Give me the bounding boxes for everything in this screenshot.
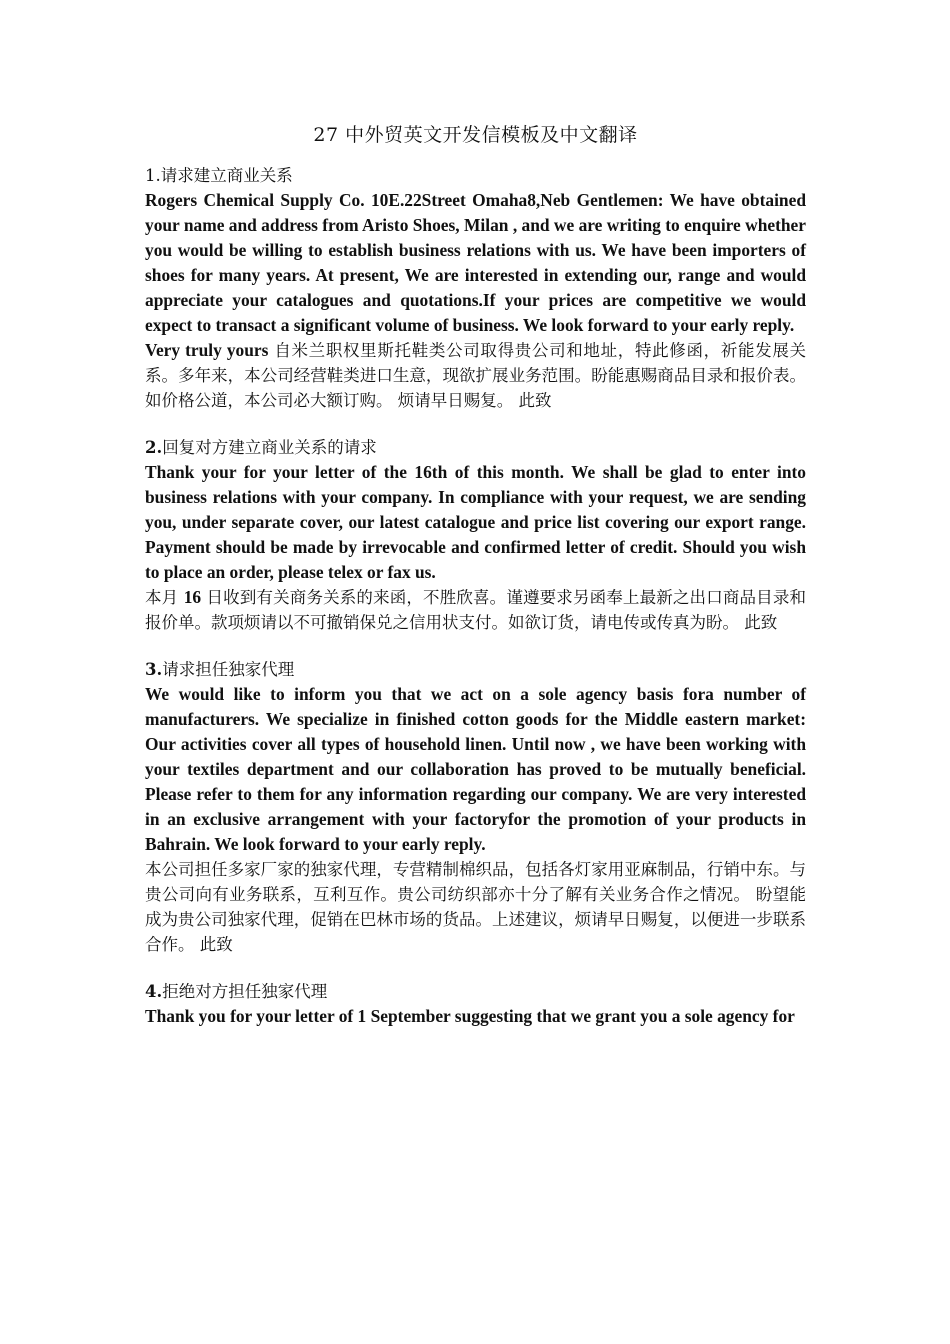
- section-number: 2.: [145, 438, 163, 457]
- document-page: [145, 120, 806, 1051]
- english-paragraph: Thank you for your letter of 1 September suggesting that we grant you a sole agency for: [145, 1006, 795, 1026]
- chinese-prefix: 本月: [145, 588, 184, 607]
- section-1: [145, 163, 806, 413]
- chinese-translation: 日收到有关商务关系的来函，不胜欣喜。谨遵要求另函奉上最新之出口商品目录和报价单。款项烦请以不可撤销保兑之信用状支付。如欲订货，请电传或传真为盼。 此致: [145, 588, 806, 632]
- english-paragraph: Rogers Chemical Supply Co. 10E.22Street Omaha8,Neb Gentlemen: We have obtained your name and address from Aristo Shoes, Milan , and we are writing to enquire whether you would be willing to establish business relations with us. We have been importers of shoes for many years. At present, We are interested in extending our, range and would appreciate your catalogues and quotations.If your prices are competitive we would expect to transact a significant volume of business. We look forward to your early reply.: [145, 190, 806, 335]
- section-3: [145, 657, 806, 957]
- section-number: 4.: [145, 982, 163, 1001]
- section-number: 1.: [145, 166, 161, 185]
- chinese-paragraph: [145, 585, 806, 635]
- section-2: [145, 435, 806, 635]
- chinese-translation: 自米兰职权里斯托鞋类公司取得贵公司和地址，特此修函，祈能发展关系。多年来，本公司经营鞋类进口生意，现欲扩展业务范围。盼能惠赐商品目录和报价表。 如价格公道，本公司必大额订购。 烦请早日赐复。 此致: [145, 341, 806, 410]
- section-title: 请求担任独家代理: [162, 660, 295, 679]
- section-title: 拒绝对方担任独家代理: [162, 982, 328, 1001]
- chinese-paragraph: [145, 338, 806, 413]
- document-title: 27 中外贸英文开发信模板及中文翻译: [313, 124, 638, 146]
- section-4: [145, 979, 806, 1029]
- section-title: 回复对方建立商业关系的请求: [162, 438, 377, 457]
- section-title: 请求建立商业关系: [160, 166, 293, 185]
- section-heading: [145, 979, 806, 1004]
- chinese-paragraph: 本公司担任多家厂家的独家代理，专营精制棉织品，包括各灯家用亚麻制品，行销中东。与贵公司向有业务联系，互利互作。贵公司纺织部亦十分了解有关业务合作之情况。 盼望能成为贵公司独家代理，促销在巴林市场的货品。上述建议，烦请早日赐复，以便进一步联系合作。 此致: [145, 860, 806, 954]
- english-paragraph: Thank your for your letter of the 16th of this month. We shall be glad to enter into business relations with your company. In compliance with your request, we are sending you, under separate cover, our latest catalogue and price list covering our export range. Payment should be made by irrevocable and confirmed letter of credit. Should you wish to place an order, please telex or fax us.: [145, 462, 806, 582]
- english-paragraph: We would like to inform you that we act on a sole agency basis fora number of manufacturers. We specialize in finished cotton goods for the Middle eastern market: Our activities cover all types of household linen. Until now , we have been working with your textiles department and our collaboration has proved to be mutually beneficial. Please refer to them for any information regarding our company. We are very interested in an exclusive arrangement with your factoryfor the promotion of your products in Bahrain. We look forward to your early reply.: [145, 684, 806, 854]
- section-heading: [145, 435, 806, 460]
- closing-phrase: Very truly yours: [145, 340, 269, 360]
- section-number: 3.: [145, 660, 163, 679]
- date-number: 16: [183, 587, 202, 607]
- section-heading: [145, 657, 806, 682]
- section-heading: [145, 163, 806, 188]
